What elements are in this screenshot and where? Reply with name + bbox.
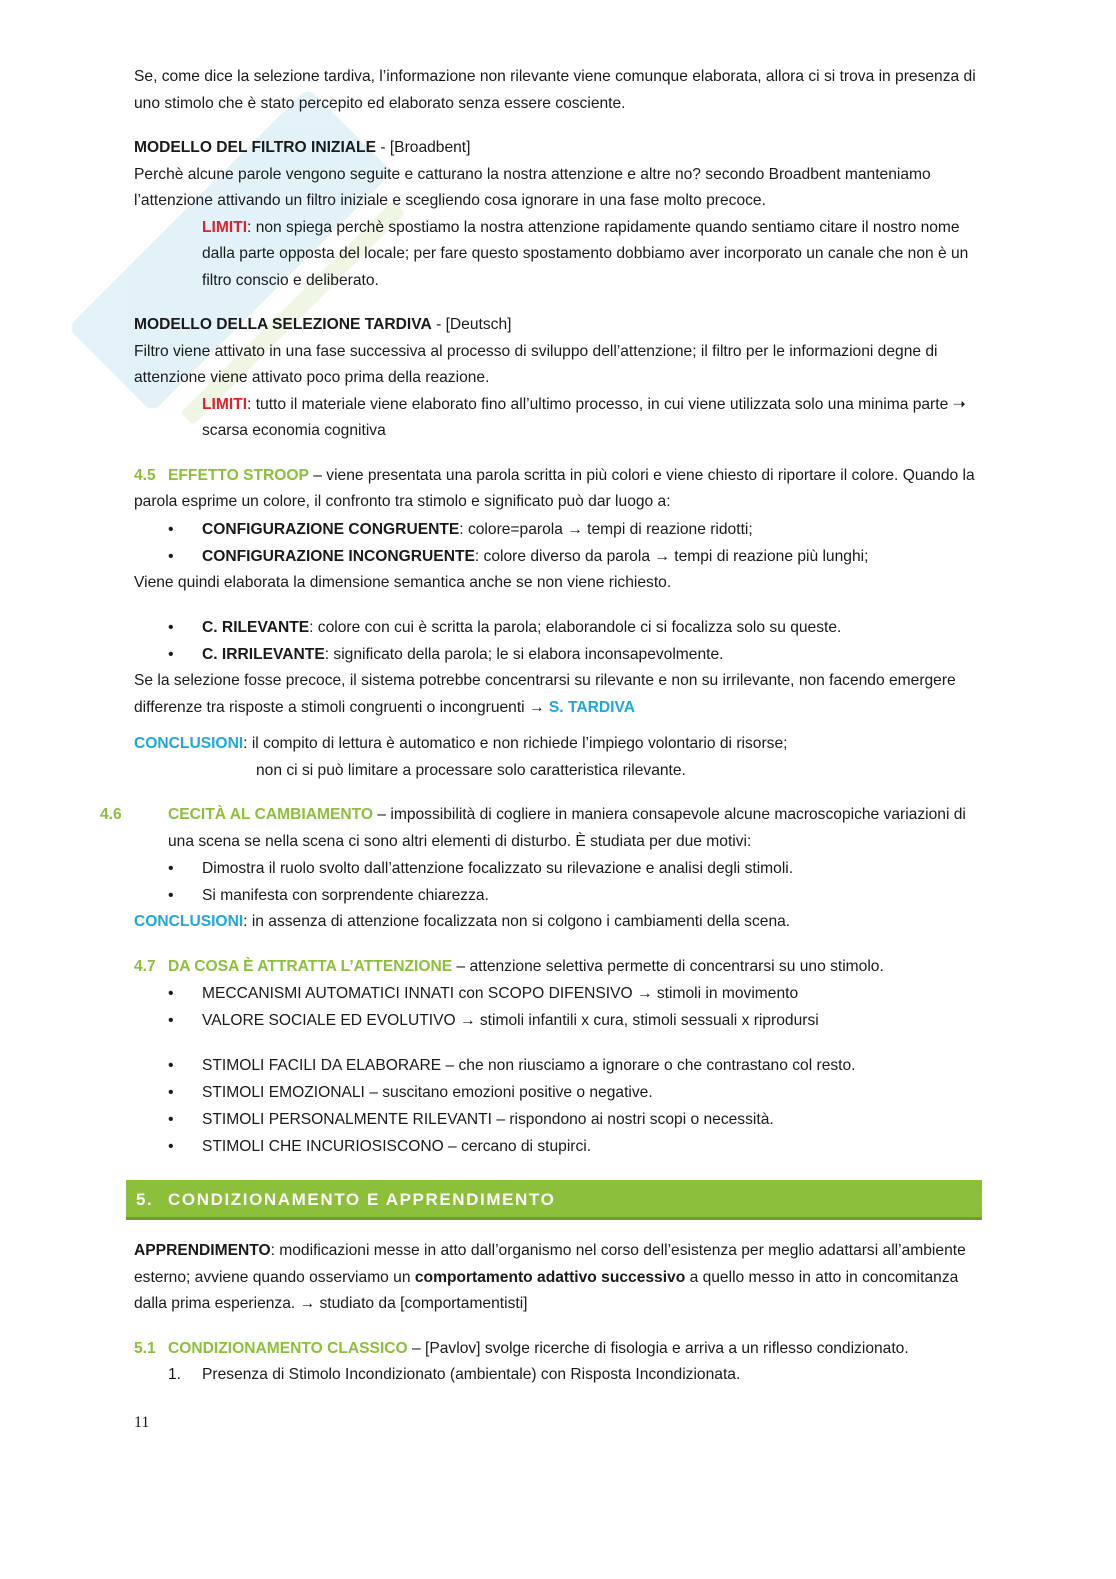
tardiva-title: MODELLO DELLA SELEZIONE TARDIVA <box>134 316 432 333</box>
list-item: • STIMOLI CHE INCURIOSISCONO – cercano di stupirci. <box>134 1133 982 1160</box>
stroop-conclusion <box>134 731 982 758</box>
document-body <box>100 64 982 1160</box>
section-4-7-number: 4.7 <box>134 957 156 975</box>
list-item: • Dimostra il ruolo svolto dall’attenzione focalizzato su rilevazione e analisi degli stimoli. <box>134 855 982 882</box>
list-item-bold: C. RILEVANTE <box>202 619 310 636</box>
filtro-heading <box>134 135 982 162</box>
section-5-1 <box>134 1336 982 1363</box>
cecita-conclusion <box>134 909 982 936</box>
section-4-7-title: DA COSA È ATTRATTA L’ATTENZIONE <box>168 957 453 975</box>
list-item <box>134 516 982 543</box>
list-item: • STIMOLI FACILI DA ELABORARE – che non riusciamo a ignorare o che contrastano col resto. <box>134 1052 982 1079</box>
section-4-7-text: – attenzione selettiva permette di concentrarsi su uno stimolo. <box>452 957 884 975</box>
intro-paragraph: Se, come dice la selezione tardiva, l’informazione non rilevante viene comunque elaborata, allora ci si trova in presenza di uno stimolo che è stato percepito ed elaborato senza essere cosciente. <box>134 68 976 112</box>
section-4-6-number: 4.6 <box>100 806 122 823</box>
tardiva-limiti-label: LIMITI <box>202 395 248 413</box>
list-item-text: Presenza di Stimolo Incondizionato (ambientale) con Risposta Incondizionata. <box>202 1366 741 1383</box>
list-item: • Si manifesta con sorprendente chiarezza. <box>134 882 982 909</box>
conclusion-text: : in assenza di attenzione focalizzata non si colgono i cambiamenti della scena. <box>243 913 791 930</box>
list-item <box>134 543 982 570</box>
list-item-text: : colore=parola → tempi di reazione ridotti; <box>459 520 753 538</box>
filtro-author: - [Broadbent] <box>375 139 471 156</box>
list-item-bold: CONFIGURAZIONE CONGRUENTE <box>202 520 460 538</box>
list-item: • STIMOLI PERSONALMENTE RILEVANTI – rispondono ai nostri scopi o necessità. <box>134 1106 982 1133</box>
list-item <box>134 641 982 668</box>
conclusion-text: : il compito di lettura è automatico e non richiede l’impiego volontario di risorse; <box>243 735 788 752</box>
list-item <box>134 614 982 641</box>
chapter-number: 5. <box>136 1190 154 1209</box>
apprendimento-label: APPRENDIMENTO <box>134 1242 271 1259</box>
section-5-1-title: CONDIZIONAMENTO CLASSICO <box>168 1339 408 1357</box>
list-item-text: : significato della parola; le si elabora inconsapevolmente. <box>324 646 724 663</box>
cecita-list <box>134 855 982 909</box>
stroop-after-2-text: Se la selezione fosse precoce, il sistema potrebbe concentrarsi su rilevante e non su irrilevante, non facendo emergere differenze tra risposte a stimoli congruenti o incongruenti → <box>134 672 956 716</box>
apprendimento-text-1: : modificazioni messe in atto dall’organismo nel corso dell’esistenza per meglio adattarsi all’ambiente esterno; avviene quando osserviamo un <box>134 1242 966 1286</box>
attenzione-list-1 <box>134 980 982 1034</box>
document-body-bottom <box>134 1238 982 1389</box>
list-item <box>134 1362 982 1389</box>
attenzione-list-2 <box>134 1052 982 1160</box>
list-item-bold: C. IRRILEVANTE <box>202 646 325 663</box>
list-item: • MECCANISMI AUTOMATICI INNATI con SCOPO DIFENSIVO → stimoli in movimento <box>134 980 982 1007</box>
stroop-after-1: Viene quindi elaborata la dimensione semantica anche se non viene richiesto. <box>134 573 672 591</box>
list-item-text: : colore con cui è scritta la parola; elaborandole ci si focalizza solo su queste. <box>309 619 842 636</box>
list-item-text: : colore diverso da parola → tempi di reazione più lunghi; <box>474 547 869 565</box>
list-item-bold: CONFIGURAZIONE INCONGRUENTE <box>202 547 475 565</box>
section-4-6 <box>100 802 982 855</box>
tardiva-heading <box>134 312 982 339</box>
list-item: • STIMOLI EMOZIONALI – suscitano emozioni positive o negative. <box>134 1079 982 1106</box>
section-5-1-number: 5.1 <box>134 1339 156 1357</box>
filtro-text: Perchè alcune parole vengono seguite e catturano la nostra attenzione e altre no? secondo Broadbent manteniamo l’attenzione attivando un filtro iniziale e scegliendo cosa ignorare in una fase molto precoce. <box>134 165 931 209</box>
section-4-7 <box>134 954 982 981</box>
apprendimento-text-2: a quello messo in atto in concomitanza dalla prima esperienza. → studiato da [comportamentisti] <box>134 1268 959 1312</box>
tardiva-limiti-text: : tutto il materiale viene elaborato fino all’ultimo processo, in cui viene utilizzata solo una minima parte ➝ scarsa economia cognitiva <box>202 395 966 439</box>
chapter-banner <box>126 1180 982 1220</box>
conclusion-label: CONCLUSIONI <box>134 735 244 752</box>
conclusion-label: CONCLUSIONI <box>134 913 244 930</box>
apprendimento-bold: comportamento adattivo successivo <box>414 1268 686 1286</box>
filtro-limiti <box>134 215 982 295</box>
list-item-number: 1. <box>168 1366 182 1383</box>
section-4-5-number: 4.5 <box>134 466 156 484</box>
page-number: 11 <box>134 1414 150 1431</box>
stroop-after-2 <box>134 668 982 721</box>
tardiva-author: - [Deutsch] <box>431 316 512 333</box>
section-4-6-text: – impossibilità di cogliere in maniera consapevole alcune macroscopiche variazioni di una scena se nella scena ci sono altri elementi di disturbo. È studiata per due motivi: <box>168 806 966 850</box>
stroop-config-list <box>134 516 982 570</box>
stroop-conclusion-2: non ci si può limitare a processare solo caratteristica rilevante. <box>256 761 686 779</box>
tardiva-limiti <box>134 392 982 445</box>
filtro-limiti-text: : non spiega perchè spostiamo la nostra attenzione rapidamente quando sentiamo citare il nostro nome dalla parte opposta del locale; per fare questo spostamento dobbiamo aver incorporato un canale che non è un filtro conscio e deliberato. <box>202 218 969 289</box>
section-4-6-title: CECITÀ AL CAMBIAMENTO <box>168 806 374 823</box>
list-item: • VALORE SOCIALE ED EVOLUTIVO → stimoli infantili x cura, stimoli sessuali x riprodursi <box>134 1007 982 1034</box>
tardiva-text: Filtro viene attivato in una fase successiva al processo di sviluppo dell’attenzione; il filtro per le informazioni degne di attenzione viene attivato poco prima della reazione. <box>134 342 938 386</box>
apprendimento-paragraph <box>134 1238 982 1318</box>
filtro-limiti-label: LIMITI <box>202 218 248 236</box>
condizionamento-steps <box>134 1362 982 1389</box>
stroop-c-list <box>134 614 982 668</box>
section-4-5-title: EFFETTO STROOP <box>168 466 309 484</box>
filtro-title: MODELLO DEL FILTRO INIZIALE <box>134 139 376 156</box>
section-5-1-text: – [Pavlov] svolge ricerche di fisologia e arriva a un riflesso condizionato. <box>407 1339 909 1357</box>
chapter-title: CONDIZIONAMENTO E APPRENDIMENTO <box>168 1190 556 1209</box>
stroop-after-2-highlight: S. TARDIVA <box>548 698 635 716</box>
section-4-5 <box>134 463 982 516</box>
section-4-5-text: – viene presentata una parola scritta in più colori e viene chiesto di riportare il colore. Quando la parola esprime un colore, il confronto tra stimolo e significato può dar luogo a: <box>134 466 975 510</box>
